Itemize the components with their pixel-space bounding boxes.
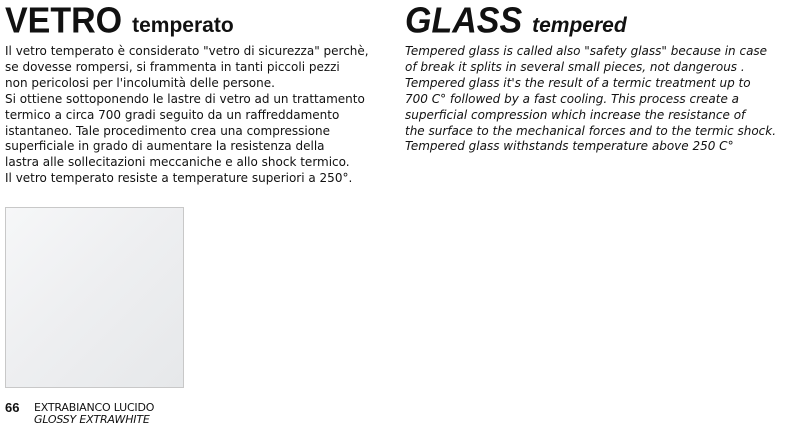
english-title: GLASS [405,1,523,41]
english-line: Tempered glass is called also "safety glass" because in case [405,44,768,58]
swatch-name-italian: EXTRABIANCO LUCIDO [34,401,155,414]
english-line: the surface to the mechanical forces and to the termic shock. [405,123,777,138]
italian-line: termico a circa 700 gradi seguito da un raffreddamento [5,107,340,122]
italian-subtitle: temperato [132,14,234,37]
english-line: superficial compression which increase the resistance of [405,107,746,122]
italian-line: superficiale in grado di aumentare la resistenza della [5,139,325,154]
italian-line: non pericolosi per l'incolumità delle persone. [5,75,275,90]
english-line: 700 C° followed by a fast cooling. This process create a [405,91,740,106]
italian-line: Si ottiene sottoponendo le lastre di vetro ad un trattamento [5,91,365,106]
italian-line: Il vetro temperato resiste a temperature superiori a 250°. [5,171,353,186]
italian-description [5,44,386,187]
english-line: Tempered glass withstands temperature above 250 C° [405,139,734,154]
swatch-name-english: GLOSSY EXTRAWHITE [34,413,150,426]
italian-title: VETRO [5,1,123,41]
english-line: of break it splits in several small pieces, not dangerous . [405,59,745,74]
english-description [405,44,788,155]
italian-line: se dovesse rompersi, si frammenta in tanti piccoli pezzi [5,59,340,74]
italian-line: lastra alle sollecitazioni meccaniche e allo shock termico. [5,155,350,170]
italian-heading [5,1,234,41]
english-line: Tempered glass it's the result of a termic treatment up to [405,75,751,90]
glass-color-swatch [5,207,184,388]
swatch-number: 66 [5,400,20,415]
english-subtitle: tempered [532,14,627,37]
english-heading [405,1,627,41]
italian-line: Il vetro temperato è considerato "vetro di sicurezza" perchè, [5,44,369,58]
italian-line: istantaneo. Tale procedimento crea una compressione [5,123,331,138]
